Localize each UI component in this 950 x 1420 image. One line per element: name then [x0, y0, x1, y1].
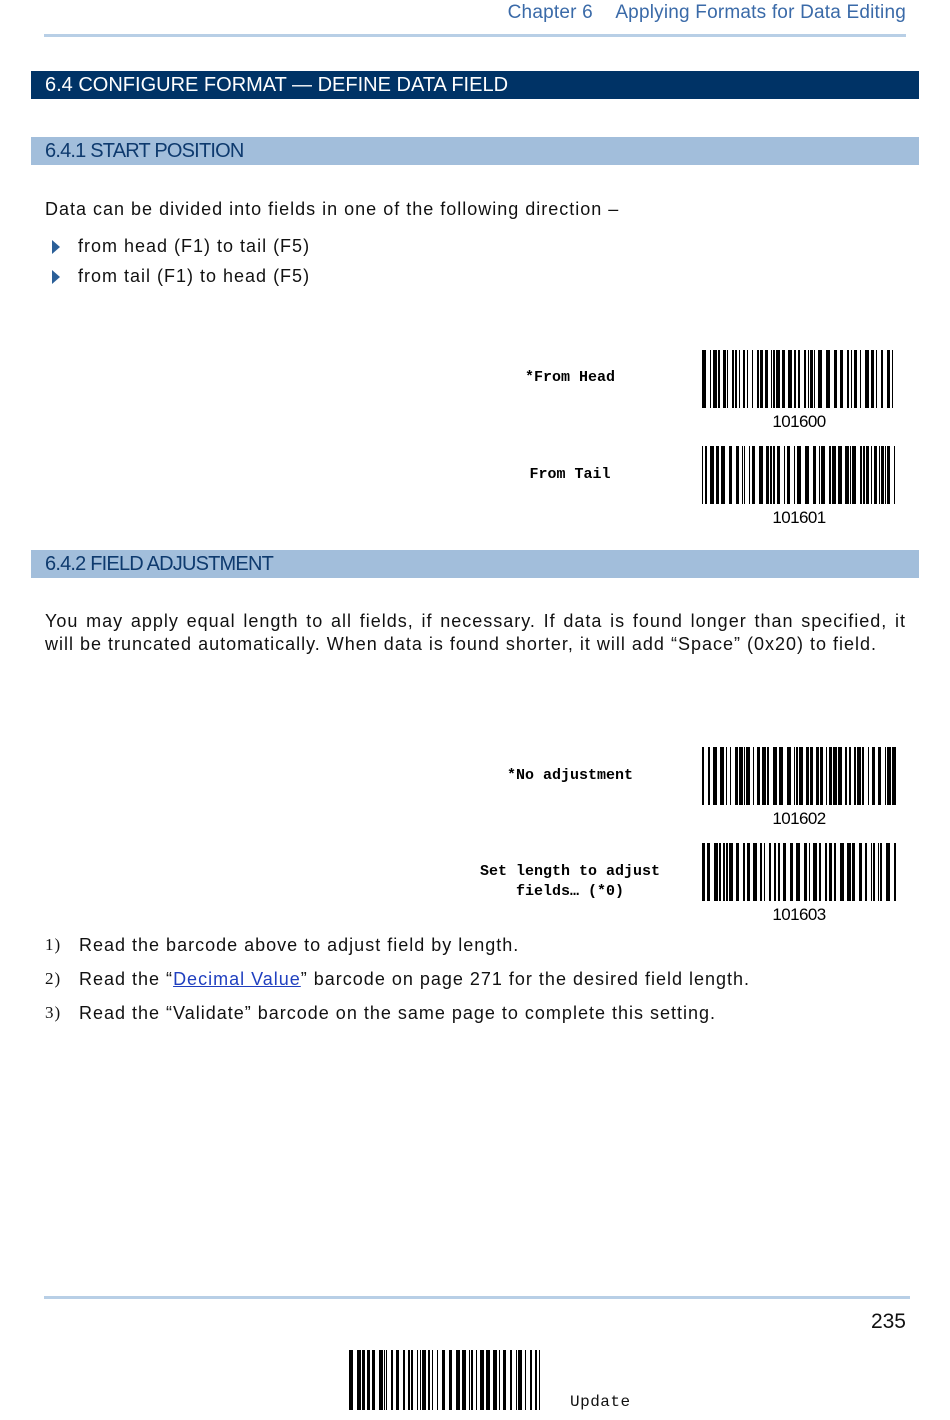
barcode-number: 101602 [772, 809, 826, 828]
barcode-bar [362, 1350, 365, 1410]
barcode-bar [834, 350, 837, 408]
header-divider [44, 34, 906, 37]
barcode-bar [799, 747, 803, 805]
barcode-bar [757, 350, 759, 408]
barcode-bar [372, 1350, 375, 1410]
barcode-bar [367, 1350, 370, 1410]
barcode-bar [872, 747, 875, 805]
step-number: 1) [45, 935, 62, 954]
barcode-bar [881, 350, 883, 408]
barcode-from-tail[interactable] [700, 446, 898, 530]
barcode-bar [749, 446, 750, 504]
barcode-bar [825, 843, 827, 901]
barcode-bar [391, 1350, 393, 1410]
barcode-bar [816, 747, 819, 805]
barcode-bar [721, 446, 725, 504]
barcode-bar [860, 446, 862, 504]
bullet-text: from head (F1) to tail (F5) [78, 236, 311, 256]
barcode-bar [727, 350, 728, 408]
barcode-label-set-length [450, 862, 690, 902]
barcode-update[interactable] [347, 1350, 543, 1410]
barcode-bar [865, 843, 867, 901]
barcode-bar [744, 747, 745, 805]
barcode-bar [707, 843, 710, 901]
barcode-number: 101603 [772, 905, 826, 924]
barcode-bar [476, 1350, 477, 1410]
barcode-bar [726, 747, 727, 805]
barcode-bar [462, 1350, 466, 1410]
barcode-bar [736, 843, 739, 901]
barcode-bar [865, 350, 869, 408]
barcode-bar [863, 446, 865, 504]
barcode-bar [736, 446, 739, 504]
barcode-bar [702, 446, 703, 504]
step-item [45, 1003, 716, 1024]
footer-divider [44, 1296, 910, 1299]
barcode-bar [384, 1350, 385, 1410]
barcode-bar [442, 1350, 445, 1410]
barcode-bar [818, 350, 822, 408]
barcode-bar [782, 350, 785, 408]
barcode-label-from-tail: From Tail [529, 466, 611, 483]
barcode-bar [471, 1350, 473, 1410]
barcode-bar [773, 747, 777, 805]
barcode-bar [806, 747, 809, 805]
barcode-bar [813, 446, 816, 504]
barcode-bar [499, 1350, 500, 1410]
barcode-bar [840, 350, 843, 408]
barcode-bar [739, 747, 743, 805]
barcode-bar [829, 747, 832, 805]
barcode-bar [857, 747, 861, 805]
barcode-bar [838, 446, 842, 504]
barcode-bar [821, 446, 825, 504]
barcode-bar [769, 843, 771, 901]
barcode-label-line: Set length to adjust [479, 863, 661, 880]
barcode-bar [829, 843, 832, 901]
barcode-bar [713, 747, 717, 805]
barcode-bar [885, 747, 886, 805]
barcode-from-head[interactable] [700, 350, 898, 434]
barcode-bar [752, 446, 755, 504]
barcode-bar [764, 843, 765, 901]
barcode-bar [847, 843, 851, 901]
barcode-bar [813, 843, 817, 901]
subsection-field-adjustment: 6.4.2 FIELD ADJUSTMENT [31, 550, 919, 578]
barcode-bar [420, 1350, 421, 1410]
page-header [508, 2, 906, 24]
barcode-bar [854, 350, 857, 408]
barcode-bar [810, 747, 813, 805]
barcode-bar [794, 350, 796, 408]
barcode-bar [796, 747, 798, 805]
barcode-bar [876, 350, 877, 408]
barcode-bar [456, 1350, 460, 1410]
barcode-bar [486, 1350, 490, 1410]
barcode-bar [873, 843, 875, 901]
barcode-bar [790, 843, 793, 901]
barcode-bar [723, 843, 725, 901]
barcode-bar [787, 747, 791, 805]
barcode-bar [862, 747, 864, 805]
step-item [45, 935, 519, 956]
barcode-bar [735, 350, 737, 408]
step-number: 3) [45, 1003, 62, 1022]
barcode-bar [752, 350, 753, 408]
barcode-bar [757, 747, 760, 805]
barcode-bar [819, 446, 820, 504]
barcode-bar [829, 446, 831, 504]
barcode-bar [788, 350, 792, 408]
section-title-bar: 6.4 CONFIGURE FORMAT — DEFINE DATA FIELD [31, 71, 919, 99]
barcode-bar [713, 350, 717, 408]
barcode-bar [874, 446, 877, 504]
barcode-bar [767, 747, 769, 805]
barcode-bar [871, 350, 874, 408]
bullet-item [52, 236, 310, 257]
bullet-text: from tail (F1) to head (F5) [78, 266, 311, 286]
barcode-set-length[interactable] [700, 843, 898, 927]
barcode-bar [833, 747, 837, 805]
barcode-bar [797, 446, 801, 504]
barcode-bar [894, 446, 895, 504]
barcode-bar [778, 843, 780, 901]
barcode-bar [732, 350, 734, 408]
barcode-bar [771, 350, 772, 408]
barcode-bar [834, 843, 836, 901]
step-number: 2) [45, 969, 62, 988]
barcode-bar [881, 446, 884, 504]
barcode-bar [852, 446, 856, 504]
barcode-bar [819, 843, 821, 901]
subsection-start-position: 6.4.1 START POSITION [31, 137, 919, 165]
barcode-bar [765, 350, 768, 408]
barcode-bar [773, 350, 775, 408]
barcode-bar [794, 747, 795, 805]
barcode-bar [776, 350, 780, 408]
barcode-bar [716, 446, 719, 504]
barcode-bar [518, 1350, 522, 1410]
barcode-bar [852, 843, 855, 901]
barcode-bar [729, 446, 732, 504]
barcode-bar [826, 747, 827, 805]
bullet-item [52, 266, 310, 287]
barcode-bar [735, 747, 738, 805]
barcode-bar [702, 747, 704, 805]
barcode-bar [845, 747, 847, 805]
barcode-bar [760, 350, 763, 408]
barcode-bar [849, 747, 851, 805]
barcode-bar [840, 843, 844, 901]
step-text: Read the “Validate” barcode on the same page to complete this setting. [79, 1003, 717, 1023]
barcode-bar [449, 1350, 452, 1410]
chapter-label: Chapter 6 [507, 2, 593, 23]
barcode-bar [773, 446, 775, 504]
barcode-bars-icon [700, 446, 898, 504]
barcode-label-no-adjustment: *No adjustment [506, 767, 634, 784]
barcode-bar [826, 350, 830, 408]
barcode-bar [783, 843, 786, 901]
barcode-bar [805, 446, 809, 504]
barcode-bar [428, 1350, 430, 1410]
barcode-bar [718, 350, 720, 408]
barcode-bar [787, 446, 790, 504]
start-position-intro: Data can be divided into fields in one of the following direction – [45, 199, 620, 219]
barcode-bar [747, 843, 750, 901]
barcode-bar [747, 350, 748, 408]
step-text: Read the barcode above to adjust field by length. [79, 935, 520, 955]
step-text [79, 969, 750, 990]
barcode-bar [798, 350, 800, 408]
barcode-bar [808, 350, 809, 408]
barcode-bar [403, 1350, 405, 1410]
barcode-bar [357, 1350, 361, 1410]
barcode-bar [885, 446, 886, 504]
barcode-bar [878, 747, 881, 805]
barcode-bar [794, 446, 795, 504]
barcode-bars-icon [347, 1350, 543, 1410]
step-text-pre: Read the “ [79, 969, 174, 989]
update-label: Update [570, 1393, 631, 1411]
barcode-bars-icon [700, 843, 898, 901]
barcode-bar [859, 843, 862, 901]
barcode-bar [719, 843, 721, 901]
barcode-bar [762, 747, 766, 805]
barcode-bar [349, 1350, 353, 1410]
barcode-bar [710, 350, 711, 408]
barcode-bar [535, 1350, 537, 1410]
barcode-bar [860, 350, 861, 408]
barcode-bar [408, 1350, 410, 1410]
barcode-bar [838, 747, 842, 805]
barcode-bar [469, 1350, 470, 1410]
barcode-bar [746, 747, 750, 805]
barcode-bar [871, 843, 872, 901]
field-adjustment-intro: You may apply equal length to all fields, if necessary. If data is found longer than specified, it will be truncated automatically. When data is found shorter, it will add “Space” (0x20) to field. [45, 611, 906, 654]
barcode-bar [759, 446, 763, 504]
barcode-bar [705, 446, 707, 504]
barcode-bar [847, 350, 849, 408]
barcode-bar [417, 1350, 418, 1410]
barcode-bar [887, 446, 890, 504]
barcode-bar [820, 747, 823, 805]
barcode-bar [742, 446, 743, 504]
barcode-bar [730, 747, 731, 805]
barcode-bar [743, 843, 745, 901]
barcode-bars-icon [700, 747, 898, 805]
barcode-bar [386, 1350, 387, 1410]
barcode-bar [708, 747, 710, 805]
barcode-bar [868, 747, 869, 805]
barcode-bar [878, 843, 879, 901]
barcode-bar [832, 446, 836, 504]
barcode-bar [866, 446, 869, 504]
barcode-bar [723, 350, 726, 408]
barcode-bar [379, 1350, 383, 1410]
barcode-bar [753, 747, 754, 805]
barcode-bar [726, 843, 728, 901]
barcode-bar [880, 843, 882, 901]
barcode-bar [770, 446, 772, 504]
step-text-post: ” barcode on page 271 for the desired field length. [300, 969, 751, 989]
barcode-bar [886, 843, 890, 901]
barcode-bar [729, 843, 733, 901]
barcode-bar [777, 446, 780, 504]
barcode-bar [804, 350, 806, 408]
barcode-bars-icon [700, 350, 898, 408]
barcode-bar [784, 446, 785, 504]
barcode-bar [871, 446, 872, 504]
barcode-bar [796, 843, 800, 901]
barcode-bar [892, 747, 896, 805]
barcode-bar [760, 843, 762, 901]
barcode-bar [744, 446, 745, 504]
barcode-bar [422, 1350, 426, 1410]
barcode-bar [753, 843, 757, 901]
barcode-bar [510, 1350, 512, 1410]
barcode-bar [710, 446, 714, 504]
decimal-value-link[interactable]: Decimal Value [173, 969, 301, 989]
barcode-bar [779, 747, 783, 805]
barcode-bar [437, 1350, 438, 1410]
barcode-bar [702, 350, 706, 408]
barcode-bar [516, 1350, 517, 1410]
triangle-bullet-icon [52, 240, 60, 254]
barcode-bar [396, 1350, 399, 1410]
barcode-bar [851, 350, 852, 408]
barcode-bar [810, 350, 813, 408]
barcode-bar [850, 446, 851, 504]
barcode-bar [887, 747, 891, 805]
barcode-bar [720, 747, 724, 805]
barcode-bar [774, 843, 776, 901]
barcode-number: 101601 [772, 508, 826, 527]
barcode-bar [804, 843, 807, 901]
barcode-bar [809, 843, 810, 901]
barcode-bar [879, 446, 880, 504]
chapter-title: Applying Formats for Data Editing [615, 2, 906, 23]
barcode-bar [432, 1350, 433, 1410]
barcode-bar [887, 350, 890, 408]
barcode-number: 101600 [772, 412, 826, 431]
barcode-bar [814, 350, 815, 408]
barcode-bar [894, 843, 896, 901]
barcode-bar [480, 1350, 484, 1410]
barcode-bar [702, 843, 705, 901]
barcode-bar [892, 350, 893, 408]
barcode-bar [503, 1350, 506, 1410]
barcode-bar [525, 1350, 526, 1410]
triangle-bullet-icon [52, 270, 60, 284]
barcode-bar [530, 1350, 532, 1410]
barcode-bar [493, 1350, 497, 1410]
barcode-label-line: fields… (*0) [515, 883, 625, 900]
barcode-bar [766, 446, 769, 504]
step-item [45, 969, 750, 990]
barcode-bar [411, 1350, 413, 1410]
barcode-bar [854, 747, 856, 805]
barcode-bar [739, 350, 740, 408]
barcode-bar [539, 1350, 540, 1410]
barcode-bar [845, 446, 849, 504]
barcode-bar [714, 843, 718, 901]
barcode-label-from-head: *From Head [524, 369, 615, 386]
page-number: 235 [870, 1310, 906, 1333]
barcode-no-adjustment[interactable] [700, 747, 898, 831]
barcode-bar [743, 350, 745, 408]
